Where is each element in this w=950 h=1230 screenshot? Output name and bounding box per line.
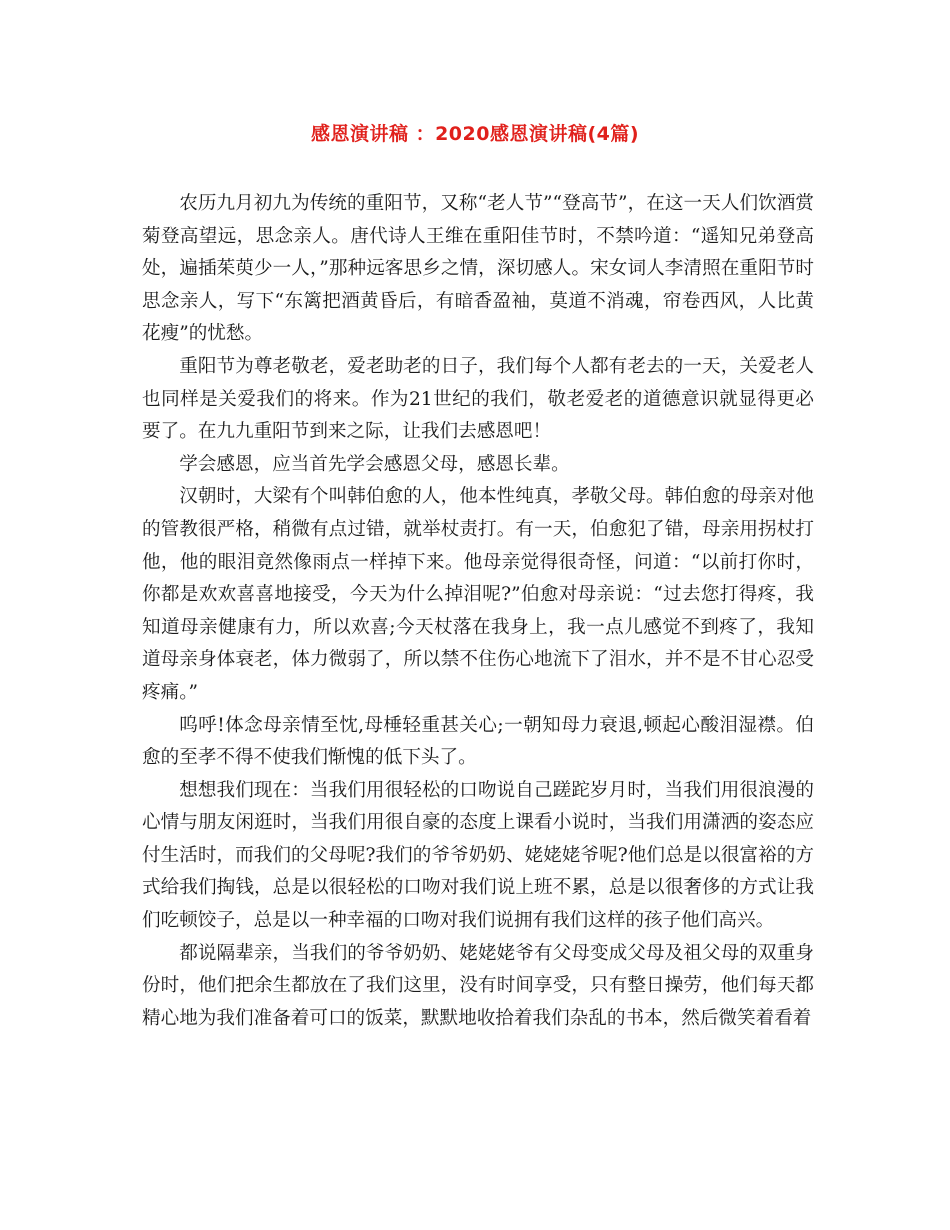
paragraph: 汉朝时，大梁有个叫韩伯愈的人，他本性纯真，孝敬父母。韩伯愈的母亲对他的管教很严格，稍微有点过错，就举杖责打。有一天，伯愈犯了错，母亲用拐杖打他，他的眼泪竟然像雨点一样掉下来。他母亲觉得很奇怪，问道：“以前打你时，你都是欢欢喜喜地接受，今天为什么掉泪呢?”伯愈对母亲说：“过去您打得疼，我知道母亲健康有力，所以欢喜;今天杖落在我身上，我一点儿感觉不到疼了，我知道母亲身体衰老，体力微弱了，所以禁不住伤心地流下了泪水，并不是不甘心忍受疼痛。” [142,486,814,703]
paragraph: 重阳节为尊老敬老，爱老助老的日子，我们每个人都有老去的一天，关爱老人也同样是关爱我们的将来。作为21世纪的我们，敬老爱老的道德意识就显得更必要了。在九九重阳节到来之际，让我们去感恩吧！ [142,355,814,443]
document-title: 感恩演讲稿 ：2020感恩演讲稿(4篇) [310,123,640,145]
paragraph: 学会感恩，应当首先学会感恩父母，感恩长辈。 [179,453,570,475]
paragraph: 呜呼!体念母亲情至忱,母棰轻重甚关心;一朝知母力衰退,顿起心酸泪湿襟。伯愈的至孝不得不使我们惭愧的低下头了。 [142,714,814,769]
paragraph: 想想我们现在：当我们用很轻松的口吻说自己蹉跎岁月时，当我们用很浪漫的心情与朋友闲逛时，当我们用很自豪的态度上课看小说时，当我们用潇洒的姿态应付生活时，而我们的父母呢?我们的爷爷奶奶、姥姥姥爷呢?他们总是以很富裕的方式给我们掏钱，总是以很轻松的口吻对我们说上班不累，总是以很奢侈的方式让我们吃顿饺子，总是以一种幸福的口吻对我们说拥有我们这样的孩子他们高兴。 [142,779,814,932]
paragraph: 农历九月初九为传统的重阳节，又称“老人节”“登高节”，在这一天人们饮酒赏菊登高望远，思念亲人。唐代诗人王维在重阳佳节时，不禁吟道：“遥知兄弟登高处，遍插茱萸少一人，”那种远客思乡之情，深切感人。宋女词人李清照在重阳节时思念亲人，写下“东篱把酒黄昏后，有暗香盈袖，莫道不消魂，帘卷西风，人比黄花瘦”的忧愁。 [142,193,814,345]
paragraph: 都说隔辈亲，当我们的爷爷奶奶、姥姥姥爷有父母变成父母及祖父母的双重身份时，他们把余生都放在了我们这里，没有时间享受，只有整日操劳，他们每天都精心地为我们准备着可口的饭菜，默默地收拾着我们杂乱的书本，然后微笑着看着 [142,942,814,1029]
document-body [142,188,814,1035]
